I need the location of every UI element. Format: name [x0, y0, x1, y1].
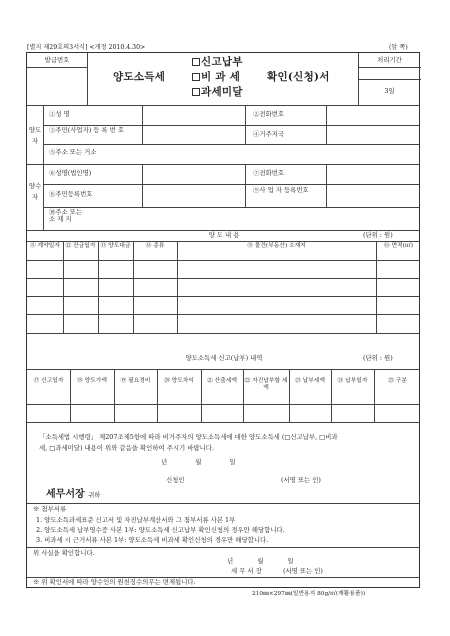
col-computed-tax: ㉑ 산출세액	[206, 378, 238, 384]
col-necessary-expenses: ⑲ 필요경비	[120, 378, 151, 384]
col-transfer-gain: ⑳ 양도차익	[163, 378, 195, 384]
col-property-location: ⑮ 물건(부동산) 소재지	[247, 243, 306, 249]
transferee-label: 양수자	[28, 182, 42, 201]
transferor-name-label: ①성 명	[49, 110, 70, 118]
form-title-left: 양도소득세	[113, 71, 166, 83]
transferor-address-label: ⑤주소 또는 거소	[49, 148, 97, 156]
transferee-bizno-label: ⑨사 업 자 등록번호	[253, 186, 309, 194]
statement-date: 년 월 일	[161, 458, 236, 466]
processing-period-label: 처리기간	[377, 56, 402, 64]
statement-line-2: 세, □과세미달) 내용이 위와 같음을 확인하여 주시기 바랍니다.	[39, 444, 214, 452]
addressee: 세무서장 귀하	[46, 489, 101, 500]
confirm-date: 년 월 일	[227, 557, 294, 565]
attachment-item-3: 3. 비과세 시 근거서류 사본 1부: 양도소득세 비과세 확인신청의 경우만 해당합니다.	[36, 536, 269, 544]
checkbox[interactable]	[192, 58, 200, 66]
attachments-title: ※ 첨부서류	[33, 505, 67, 513]
tax-unit: (단위 : 원)	[363, 354, 393, 362]
page-side-label: (앞 쪽)	[389, 44, 408, 51]
col-balance-date: ⑫ 잔금일자	[65, 243, 96, 249]
attachment-item-1: 1. 양도소득과세표준 신고서 및 자진납부계산서와 그 첨부서류 사본 1부	[36, 516, 236, 524]
col-payment-tax: ㉓ 납부세액	[294, 378, 326, 384]
transferor-regno-label: ③주민(사업자) 등 록 번 호	[49, 126, 125, 134]
tax-office-chief: 세 무 서 장	[231, 567, 262, 575]
tax-section-caption: 양도소득세 신고(납부) 내역	[185, 354, 263, 362]
form-reference: [별지 제29호의3서식] <개정 2010.4.30>	[27, 44, 146, 51]
transferor-country-label: ④거주지국	[253, 130, 285, 138]
statement-line-1: 「소득세법 시행령」 제207조제5항에 따라 비거주자의 양도소득세에 대한 양도소득세 (□신고납부, □비과	[39, 433, 338, 441]
checkbox[interactable]	[192, 88, 200, 96]
transferee-address-label: ⑩주소 또는 소 재 지	[49, 208, 83, 224]
issue-number-label: 발급번호	[44, 56, 70, 64]
col-payment-date: ㉔ 납부일자	[337, 378, 368, 384]
form-sheet	[26, 52, 420, 588]
transferee-name-label: ⑥성명(법인명)	[49, 169, 92, 177]
col-transfer-value: ⑱ 양도가액	[76, 378, 108, 384]
col-report-date: ⑰ 신고일자	[33, 378, 64, 384]
transfer-unit: (단위 : 원)	[363, 231, 393, 239]
withholding-note: ※ 위 확인서에 따라 양수인의 원천징수의무는 면제됩니다.	[33, 578, 196, 586]
transferor-label: 양도자	[28, 126, 42, 145]
processing-period-value: 3일	[384, 87, 395, 95]
col-transfer-price: ⑬ 양도대금	[100, 243, 131, 249]
transferor-phone-label: ②전화번호	[253, 110, 285, 118]
col-type: ⑭ 종류	[145, 243, 165, 249]
transferee-phone-label: ⑦전화번호	[253, 169, 285, 177]
option-tax-exempt: 비 과 세	[192, 71, 240, 83]
form-title-right: 확인(신청)서	[267, 71, 330, 83]
applicant-label: 신청인	[166, 476, 185, 484]
col-category: ㉕ 구분	[388, 378, 407, 384]
option-below-threshold: 과세미달	[192, 86, 243, 98]
col-contract-date: ⑪ 계약일자	[29, 243, 61, 249]
officer-sign: (서명 또는 인)	[283, 567, 323, 575]
paper-spec: 210㎜×297㎜(일반용지 80g/㎡(재활용품))	[252, 591, 366, 597]
confirm-text: 위 사실을 확인합니다.	[33, 549, 95, 557]
transferee-regno-label: ⑧주민등록번호	[49, 190, 93, 198]
option-report-payment: 신고납부	[192, 56, 243, 68]
attachment-item-2: 2. 양도소득세 납부영수증 사본 1부: 양도소득세 신고납부 확인신청의 경우만 해당합니다.	[36, 526, 285, 534]
checkbox[interactable]	[192, 73, 200, 81]
applicant-sign: (서명 또는 인)	[281, 476, 321, 484]
col-area: ⑯ 면적(㎡)	[383, 243, 414, 249]
transfer-section-caption: 양 도 내 용	[208, 231, 240, 239]
col-self-payment-tax: ㉒ 자진납부할 세액	[244, 378, 288, 391]
